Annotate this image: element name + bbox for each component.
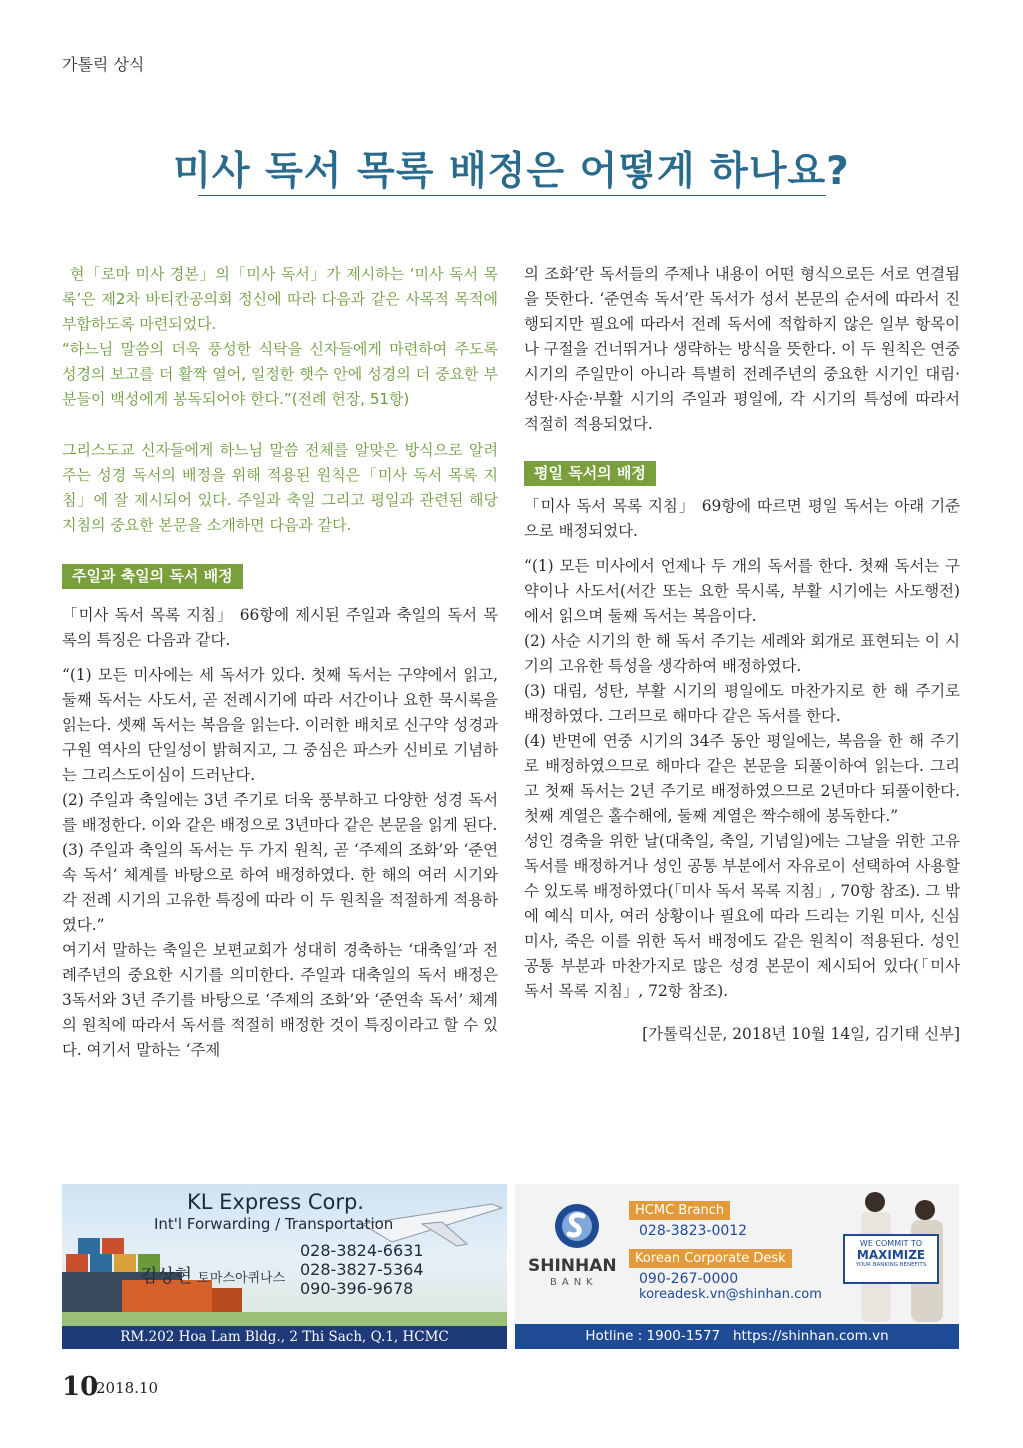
shinhan-ad[interactable] (515, 1184, 959, 1349)
page-number: 10 (62, 1372, 99, 1402)
kl-phone-2: 028-3827-5364 (300, 1260, 424, 1279)
branch-label: HCMC Branch (629, 1201, 730, 1220)
kl-company-name: KL Express Corp. (187, 1190, 364, 1214)
issue-date: 2018.10 (96, 1379, 159, 1397)
article-title: 미사 독서 목록 배정은 어떻게 하나요? (173, 149, 850, 194)
kl-service: Int'l Forwarding / Transportation (154, 1215, 394, 1233)
kl-address-bar (62, 1326, 507, 1349)
right-paragraph-3: (2) 사순 시기의 한 해 독서 주기는 세례와 회개로 표현되는 이 시기의 고유한 특성을 생각하여 배정하였다. (524, 632, 960, 675)
right-paragraph-1: 「미사 독서 목록 지침」 69항에 따르면 평일 독서는 아래 기준으로 배정되었다. (524, 497, 960, 540)
kl-phone-list (300, 1241, 424, 1298)
kl-contact-name (140, 1262, 285, 1288)
right-paragraph-4: (3) 대림, 성탄, 부활 시기의 평일에도 마찬가지로 한 해 주기로 배정하였다. 그러므로 해마다 같은 독서를 한다. (524, 682, 960, 725)
branch-phone: 028-3823-0012 (639, 1223, 748, 1239)
left-paragraph-4: (3) 주일과 축일의 독서는 두 가지 원칙, 곧 ‘주제의 조화’와 ‘준연속 독서’ 체계를 바탕으로 하여 배정하였다. 한 해의 여러 시기와 각 전례 시기의 고유한 특징에 따라 이 두 원칙을 적절하게 적용하였다.” (62, 841, 498, 934)
left-paragraph-5: 여기서 말하는 축일은 보편교회가 성대히 경축하는 ‘대축일’과 전례주년의 중요한 시기를 의미한다. 주일과 대축일의 독서 배정은 3독서와 3년 주기를 바탕으로 ‘주제의 조화’와 ‘준연속 독서’ 체계의 원칙에 따라서 독서를 적절히 배정한 것이 특징이라고 할 수 있다. 여기서 말하는 ‘주제 (62, 941, 498, 1059)
slogan-sub: YOUR BANKING BENEFITS (855, 1262, 927, 1268)
article-source: [가톨릭신문, 2018년 10월 14일, 김기태 신부] (642, 1025, 960, 1043)
left-paragraph-1: 「미사 독서 목록 지침」 66항에 제시된 주일과 축일의 독서 목록의 특징은 다음과 같다. (62, 606, 498, 649)
shinhan-brand: SHINHAN (528, 1256, 617, 1276)
left-paragraph-3: (2) 주일과 축일에는 3년 주기로 더욱 풍부하고 다양한 성경 독서를 배정한다. 이와 같은 배정으로 3년마다 같은 본문을 읽게 된다. (62, 791, 498, 834)
desk-email: koreadesk.vn@shinhan.com (639, 1287, 822, 1302)
kl-phone-3: 090-396-9678 (300, 1279, 414, 1298)
kl-contact-korean: 김상현 (140, 1266, 193, 1287)
intro-paragraph-1: 현「로마 미사 경본」의「미사 독서」가 제시하는 ‘미사 독서 목록’은 제2차 바티칸공의회 정신에 따라 다음과 같은 사목적 목적에 부합하도록 마련되었다. (62, 265, 498, 333)
right-paragraph-2: “(1) 모든 미사에서 언제나 두 개의 독서를 한다. 첫째 독서는 구약이나 사도서(서간 또는 요한 묵시록, 부활 시기에는 사도행전)에서 읽으며 둘째 독서는 복음이다. (524, 557, 960, 625)
desk-phone: 090-267-0000 (639, 1271, 739, 1287)
hotline-text: Hotline : 1900-1577 https://shinhan.com.vn (585, 1328, 889, 1344)
right-column (524, 262, 960, 1047)
section-heading-sunday: 주일과 축일의 독서 배정 (62, 564, 243, 589)
kl-express-ad[interactable] (62, 1184, 507, 1349)
shinhan-logo-icon (553, 1202, 601, 1250)
desk-label: Korean Corporate Desk (629, 1249, 792, 1268)
left-column (62, 262, 498, 1063)
kl-phone-1: 028-3824-6631 (300, 1241, 424, 1260)
right-paragraph-6: 성인 경축을 위한 날(대축일, 축일, 기념일)에는 그날을 위한 고유 독서를 배정하거나 성인 공통 부분에서 자유로이 선택하여 사용할 수 있도록 배정하였다(「미사 독서 목록 지침」, 70항 참조). 그 밖에 예식 미사, 여러 상황이나 필요에 따라 드리는 기원 미사, 신심 미사, 죽은 이를 위한 독서 배정에도 같은 원칙이 적용된다. 성인 공통 부분과 마찬가지로 많은 성경 본문이 제시되어 있다(「미사 독서 목록 지침」, 72항 참조). (524, 832, 960, 1000)
intro-paragraph-2: 그리스도교 신자들에게 하느님 말씀 전체를 알맞은 방식으로 알려 주는 성경 독서의 배정을 위해 적용된 원칙은「미사 독서 목록 지침」에 잘 제시되어 있다. 주일과 축일 그리고 평일과 관련된 해당 지침의 중요한 본문을 소개하면 다음과 같다. (62, 441, 498, 534)
kl-address: RM.202 Hoa Lam Bldg., 2 Thi Sach, Q.1, HCMC (120, 1329, 449, 1345)
slogan-main: MAXIMIZE (856, 1248, 926, 1262)
slogan-box (843, 1234, 939, 1284)
section-heading-weekday: 평일 독서의 배정 (524, 461, 656, 486)
kl-contact-baptismal: 토마스아퀴나스 (197, 1271, 286, 1286)
title-underline (198, 195, 826, 196)
hotline-bar (515, 1324, 959, 1349)
section-label: 가톨릭 상식 (62, 55, 145, 74)
slogan-top: WE COMMIT TO (859, 1239, 923, 1248)
intro-quote: “하느님 말씀의 더욱 풍성한 식탁을 신자들에게 마련하여 주도록 성경의 보고를 더 활짝 열어, 일정한 햇수 안에 성경의 더 중요한 부분들이 백성에게 봉독되어야 한다.”(전례 헌장, 51항) (62, 340, 498, 408)
left-paragraph-2: “(1) 모든 미사에는 세 독서가 있다. 첫째 독서는 구약에서 읽고, 둘째 독서는 사도서, 곧 전례시기에 따라 서간이나 요한 묵시록을 읽는다. 셋째 독서는 복음을 읽는다. 이러한 배치로 신구약 성경과 구원 역사의 단일성이 밝혀지고, 그 중심은 파스카 신비로 기념하는 그리스도이심이 드러난다. (62, 666, 498, 784)
right-paragraph-0: 의 조화’란 독서들의 주제나 내용이 어떤 형식으로든 서로 연결됨을 뜻한다. ‘준연속 독서’란 독서가 성서 본문의 순서에 따라서 진행되지만 필요에 따라서 전례 독서에 적합하지 않은 일부 항목이나 구절을 건너뛰거나 생략하는 방식을 뜻한다. 이 두 원칙은 연중 시기의 주일만이 아니라 특별히 전례주년의 중요한 시기인 대림·성탄·사순·부활 시기의 주일과 평일에, 각 시기의 특성에 따라서 적절히 적용되었다. (524, 265, 960, 433)
shinhan-brand-sub: BANK (550, 1277, 598, 1288)
right-paragraph-5: (4) 반면에 연중 시기의 34주 동안 평일에는, 복음을 한 해 주기로 배정하였으므로 해마다 같은 본문을 되풀이하여 읽는다. 그리고 첫째 독서는 2년 주기로 배정하였으므로 2년마다 되풀이한다. 첫째 계열은 홀수해에, 둘째 계열은 짝수해에 봉독한다.” (524, 732, 960, 825)
